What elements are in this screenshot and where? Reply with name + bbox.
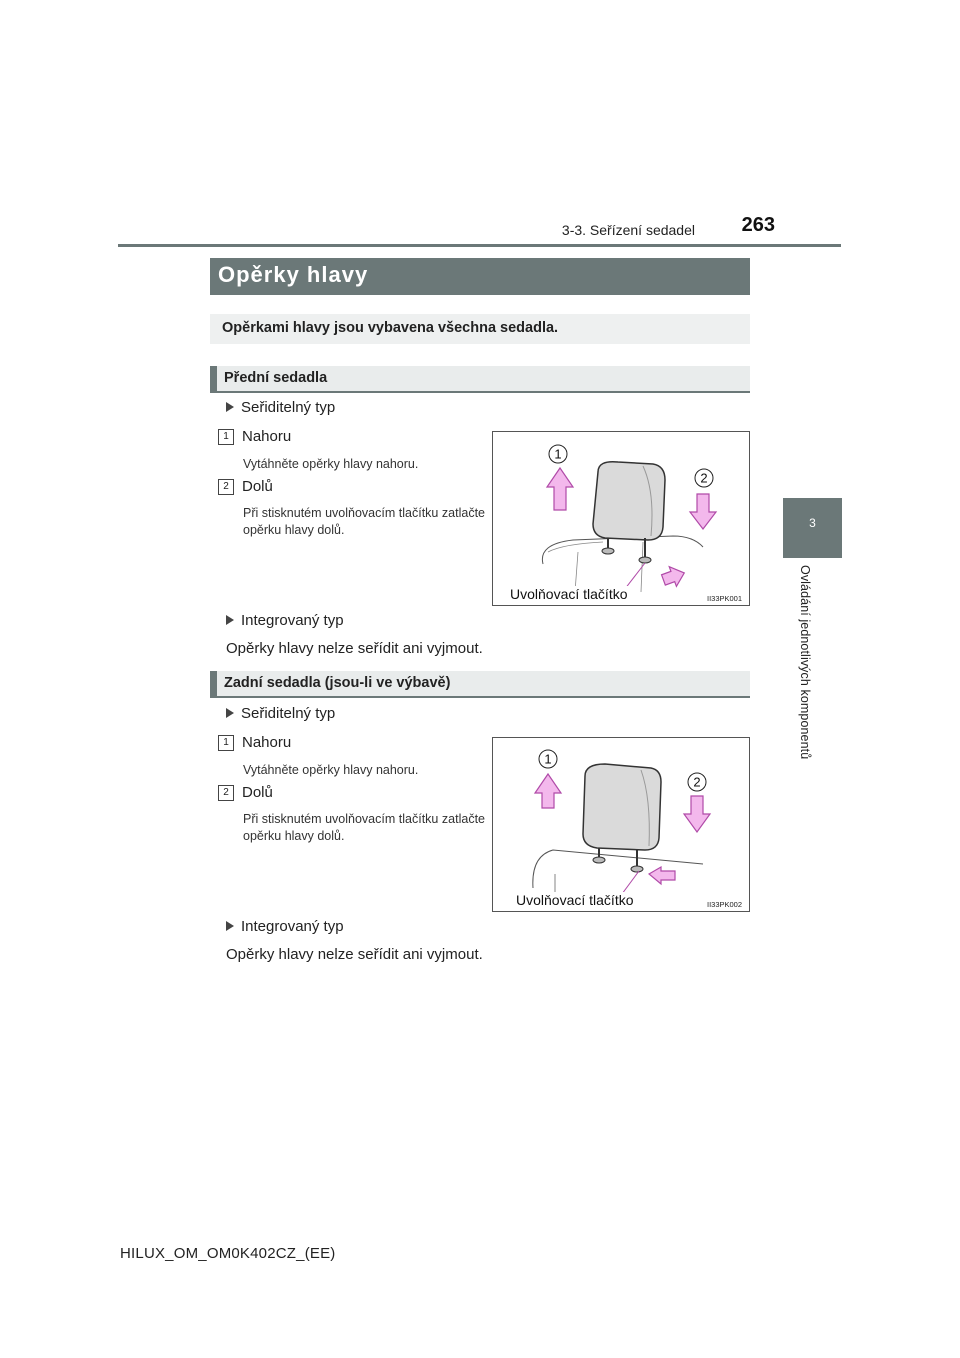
- post-collar-right: [639, 557, 651, 563]
- section-heading-text: Přední sedadla: [224, 370, 328, 386]
- release-button-label: Uvolňovací tlačítko: [516, 892, 634, 908]
- bullet-adjustable-rear: Seřiditelný typ: [226, 705, 335, 722]
- figure-front-headrest: [492, 431, 750, 606]
- step-number-icon: 1: [218, 735, 234, 751]
- rear-headrest-illustration: [493, 738, 749, 911]
- figure-code: II33PK001: [707, 594, 743, 603]
- figure-rear-headrest: [492, 737, 750, 912]
- post-collar-left: [602, 548, 614, 554]
- section-heading-text: Zadní sedadla (jsou-li ve výbavě): [224, 675, 451, 691]
- section-heading-front: [210, 366, 750, 393]
- section-heading-rear: [210, 671, 750, 698]
- step-label-up: Nahoru: [242, 428, 292, 445]
- post-collar-right: [631, 866, 643, 872]
- front-headrest-illustration: [493, 432, 749, 605]
- callout-2-text: 2: [693, 774, 701, 790]
- bullet-adjustable-front: Seřiditelný typ: [226, 399, 335, 416]
- page-number: 263: [741, 214, 775, 236]
- headrest-shape: [593, 462, 665, 540]
- arrow-press-icon: [660, 563, 688, 590]
- step-label-down: Dolů: [242, 478, 273, 495]
- arrow-down-icon: [684, 796, 710, 832]
- page-title: Opěrky hlavy: [218, 262, 369, 287]
- triangle-bullet-icon: [226, 615, 234, 625]
- callout-2-text: 2: [700, 470, 708, 486]
- section-accent: [210, 671, 217, 696]
- step-label-up: Nahoru: [242, 734, 292, 751]
- release-button-label: Uvolňovací tlačítko: [510, 586, 628, 602]
- arrow-press-icon: [649, 867, 675, 884]
- integrated-text-rear: Opěrky hlavy nelze seřídit ani vyjmout.: [226, 946, 483, 963]
- intro-text: Opěrkami hlavy jsou vybavena všechna sedadla.: [222, 320, 559, 336]
- triangle-bullet-icon: [226, 921, 234, 931]
- seat-back-outline: [533, 850, 703, 888]
- triangle-bullet-icon: [226, 708, 234, 718]
- arrow-up-icon: [547, 468, 573, 510]
- step-desc-down: Při stisknutém uvolňovacím tlačítku zatlačte opěrku hlavy dolů.: [243, 812, 485, 843]
- chapter-number: 3: [809, 516, 816, 530]
- triangle-bullet-icon: [226, 402, 234, 412]
- step-number-icon: 1: [218, 429, 234, 445]
- integrated-text-front: Opěrky hlavy nelze seřídit ani vyjmout.: [226, 640, 483, 657]
- seat-back-outline: [542, 536, 703, 564]
- callout-1-text: 1: [544, 751, 552, 767]
- bullet-integrated-rear: Integrovaný typ: [226, 918, 344, 935]
- callout-1-text: 1: [554, 446, 562, 462]
- footer-doc-code: HILUX_OM_OM0K402CZ_(EE): [120, 1245, 336, 1262]
- arrow-down-icon: [690, 494, 716, 529]
- arrow-up-icon: [535, 774, 561, 808]
- running-header-section: 3-3. Seřízení sedadel: [561, 222, 695, 238]
- step-number-icon: 2: [218, 785, 234, 801]
- figure-code: II33PK002: [707, 900, 743, 909]
- post-collar-left: [593, 857, 605, 863]
- section-accent: [210, 366, 217, 391]
- header-rule: [118, 244, 841, 247]
- step-number-icon: 2: [218, 479, 234, 495]
- step-desc-up: Vytáhněte opěrky hlavy nahoru.: [243, 457, 419, 471]
- step-label-down: Dolů: [242, 784, 273, 801]
- chapter-title-vertical: Ovládání jednotlivých komponentů: [798, 565, 812, 760]
- step-desc-up: Vytáhněte opěrky hlavy nahoru.: [243, 763, 419, 777]
- bullet-integrated-front: Integrovaný typ: [226, 612, 344, 629]
- step-desc-down: Při stisknutém uvolňovacím tlačítku zatlačte opěrku hlavy dolů.: [243, 506, 485, 537]
